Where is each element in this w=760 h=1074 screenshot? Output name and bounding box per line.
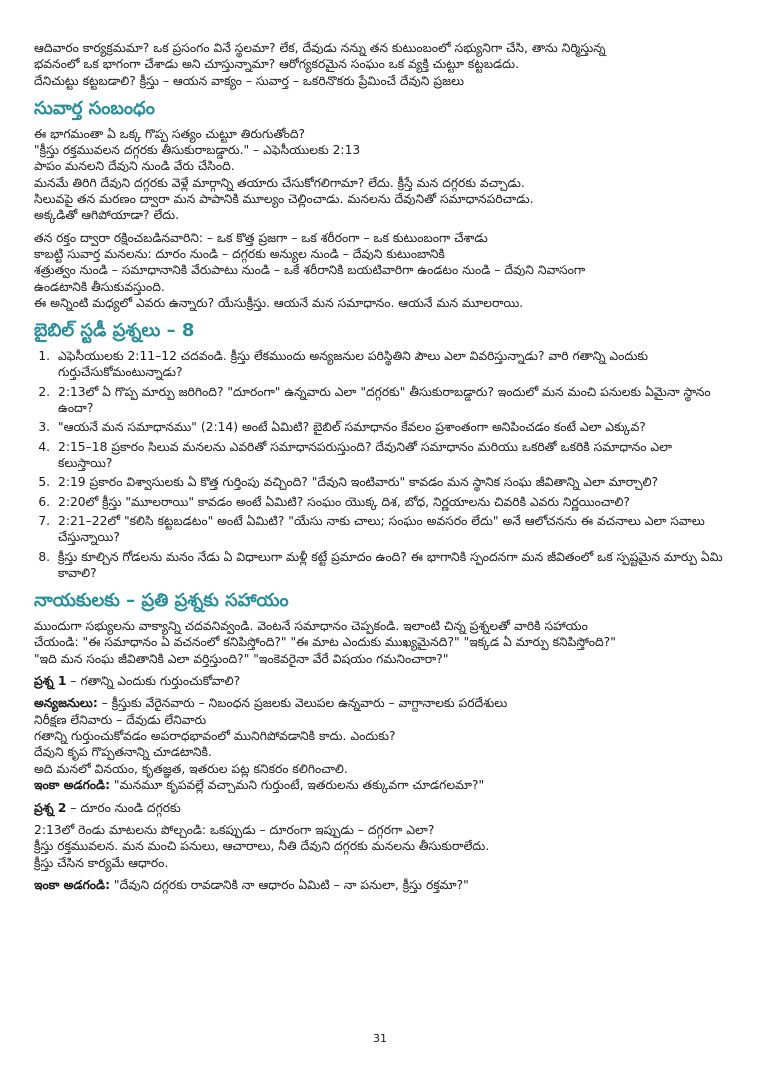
study-question: 5. 2:19 ప్రకారం విశ్వాసులకు ఏ కొత్త గుర్తింపు వచ్చింది? "దేవుని ఇంటివారు" కావడం మన స్థానిక సంఘ జీవితాన్ని ఎలా మార్చాలి? [54,474,726,490]
lead-label: అన్యజనులు: [34,696,98,711]
text-line: "ఇది మన సంఘ జీవితానికి ఎలా వర్తిస్తుంది?" "ఇంకెవరైనా వేరే విషయం గమనించారా?" [34,651,449,666]
text-line: ఉండటానికి తీసుకువస్తుంది. [34,279,165,294]
text-line [34,777,726,793]
text-line: "క్రీస్తు రక్తమువలన దగ్గరకు తీసుకురాబడ్డారు." – ఎఫెసీయులకు 2:13 [34,142,361,157]
text-line [34,695,726,711]
page-number: 31 [373,1032,387,1045]
text-line: చేయండి: "ఈ సమాధానం ఏ వచనంలో కనిపిస్తోంది?" "ఈ మాట ఎందుకు ముఖ్యమైనది?" "ఇక్కడ ఏ మార్పు కనిపిస్తోంది?" [34,635,616,650]
text-line: మనమే తిరిగి దేవుని దగ్గరకు వెళ్లే మార్గాన్ని తయారు చేసుకోగలిగామా? లేదు. క్రీస్తే మన దగ్గరకు వచ్చాడు. [34,175,525,190]
question-label: ప్రశ్న 2 [34,800,67,815]
text-line: అక్కడితో ఆగిపోయాడా? లేదు. [34,208,180,223]
leader-help-q2-ask [34,877,726,893]
ask-text: "మనమూ కృపవల్లే వచ్చామని గుర్తుంటే, ఇతరులను తక్కువగా చూడగలమా?" [110,778,485,793]
text-line: కాబట్టి సువార్త మనలను: దూరం నుండి – దగ్గరకు అన్యుల నుండి – దేవుని కుటుంబానికి [34,247,445,262]
ask-label: ఇంకా అడగండి: [34,778,111,793]
section-heading-leaders: నాయకులకు – ప్రతి ప్రశ్నకు సహాయం [34,590,289,612]
study-questions-list [34,348,726,581]
text-line: ముందుగా సభ్యులను వాక్యాన్ని చదవనివ్వండి. వెంటనే సమాధానం చెప్పకండి. ఇలాంటి చిన్న ప్రశ్నలతో వారికి సహాయం [34,619,588,634]
intro-line: ఆదివారం కార్యక్రమమా? ఒక ప్రసంగం వినే స్థలమా? లేక, దేవుడు నన్ను తన కుటుంబంలో సభ్యునిగా చేసి, తాను నిర్మిస్తున్న [34,41,606,55]
study-question: 2. 2:13లో ఏ గొప్ప మార్పు జరిగింది? "దూరంగా" ఉన్నవారు ఎలా "దగ్గరకు" తీసుకురాబడ్డారు? ఇందులో మన మంచి పనులకు ఏమైనా స్థానం ఉందా? [54,384,726,417]
leaders-intro [34,618,726,667]
leader-help-q1 [34,673,726,689]
text-line: క్రీస్తు చేసిన కార్యమే ఆధారం. [34,855,169,870]
text-line: 2:13లో రెండు మాటలను పోల్చండి: ఒకప్పుడు – దూరంగా ఇప్పుడు – దగ్గరగా ఎలా? [34,822,435,837]
question-title [34,800,726,816]
text-line: శత్రుత్వం నుండి – సమాధానానికి వేరుపాటు నుండి – ఒకే శరీరానికి బయటివారిగా ఉండటం నుండి – దేవుని నివాసంగా [34,263,586,278]
question-title [34,673,726,689]
text-line: గతాన్ని గుర్తుంచుకోవడం అపరాధభావంలో మునిగిపోవడానికి కాదు. ఎందుకు? [34,729,396,744]
intro-paragraph [34,40,726,89]
text-line: ఈ భాగమంతా ఏ ఒక్క గొప్ప సత్యం చుట్టూ తిరుగుతోంది? [34,126,306,141]
study-question: 3. "ఆయనే మన సమాధానము" (2:14) అంటే ఏమిటి? బైబిల్ సమాధానం కేవలం ప్రశాంతంగా అనిపించడం కంటే ఎలా ఎక్కువ? [54,419,726,435]
text-line: అది మనలో వినయం, కృతజ్ఞత, ఇతరుల పట్ల కనికరం కలిగించాలి. [34,761,348,776]
study-question: 7. 2:21–22లో "కలిసి కట్టబడటం" అంటే ఏమిటి? "యేసు నాకు చాలు; సంఘం అవసరం లేదు" అనే ఆలోచనను ఈ వచనాలు ఎలా సవాలు చేస్తున్నాయి? [54,513,726,546]
section-heading-questions: బైబిల్ స్టడీ ప్రశ్నలు – 8 [34,320,195,342]
section-heading-gospel: సువార్త సంబంధం [34,98,155,120]
question-title-text: – గతాన్ని ఎందుకు గుర్తుంచుకోవాలి? [66,674,241,689]
leader-help-q2 [34,800,726,816]
text-line: దేవుని కృప గొప్పతనాన్ని చూడటానికి. [34,745,212,760]
ask-text: "దేవుని దగ్గరకు రావడానికి నా ఆధారం ఏమిటి – నా పనులా, క్రీస్తు రక్తమా?" [110,877,469,892]
study-question: 1. ఎఫెసీయులకు 2:11–12 చదవండి. క్రీస్తు లేకముందు అన్యజనుల పరిస్థితిని పౌలు ఎలా వివరిస్తున్నాడు? వారి గతాన్ని ఎందుకు గుర్తుచేసుకోమంటున్నాడు? [54,348,726,381]
ask-label: ఇంకా అడగండి: [34,877,111,892]
text-line: నిరీక్షణ లేనివారు – దేవుడు లేనివారు [34,712,207,727]
lead-text: – క్రీస్తుకు వేరైనవారు – నిబంధన ప్రజలకు వెలుపల ఉన్నవారు – వాగ్దానాలకు పరదేశులు [97,696,508,711]
text-line: తన రక్తం ద్వారా రక్షించబడినవారిని: – ఒక కొత్త ప్రజగా – ఒక శరీరంగా – ఒక కుటుంబంగా చేశాడు [34,230,488,245]
question-label: ప్రశ్న 1 [34,674,67,689]
study-question: 8. క్రీస్తు కూల్చిన గోడలను మనం నేడు ఏ విధాలుగా మళ్లీ కట్టే ప్రమాదం ఉంది? ఈ భాగానికి స్పందనగా మన జీవితంలో ఒక స్పష్టమైన మార్పు ఏమి కావాలి? [54,549,726,582]
question-title-text: – దూరం నుండి దగ్గరకు [66,800,181,815]
text-line: క్రీస్తు రక్తమువలన. మన మంచి పనులు, ఆచారాలు, నీతి దేవుని దగ్గరకు మనలను తీసుకురాలేదు. [34,839,490,854]
gospel-paragraph-b [34,230,726,312]
text-line: ఈ అన్నింటి మధ్యలో ఎవరు ఉన్నారు? యేసుక్రీస్తు. ఆయనే మన సమాధానం. ఆయనే మన మూలరాయి. [34,296,524,311]
leader-help-q2-body [34,822,726,871]
study-question: 6. 2:20లో క్రీస్తు "మూలరాయి" కావడం అంటే ఏమిటి? సంఘం యొక్క దిశ, బోధ, నిర్ణయాలను చివరికి ఎవరు నిర్ణయించాలి? [54,494,726,510]
gospel-paragraph-a [34,126,726,224]
text-line [34,877,726,893]
text-line: సిలువపై తన మరణం ద్వారా మన పాపానికి మూల్యం చెల్లించాడు. మనలను దేవునితో సమాధానపరిచాడు. [34,192,534,206]
intro-line: భవనంలో ఒక భాగంగా చేశాడు అని చూస్తున్నామా? ఆరోగ్యకరమైన సంఘం ఒక వ్యక్తి చుట్టూ కట్టబడదు. [34,57,519,72]
study-question: 4. 2:15–18 ప్రకారం సిలువ మనలను ఎవరితో సమాధానపరుస్తుంది? దేవునితో సమాధానం మరియు ఒకరితో ఒకరికి సమాధానం ఎలా కలుస్తాయి? [54,439,726,472]
text-line: పాపం మనలని దేవుని నుండి వేరు చేసింది. [34,159,235,174]
intro-line: దేనిచుట్టు కట్టబడాలి? క్రీస్తు – ఆయన వాక్యం – సువార్త – ఒకరినొకరు ప్రేమించే దేవుని ప్రజలు [34,73,465,88]
leader-help-q1-body [34,695,726,793]
